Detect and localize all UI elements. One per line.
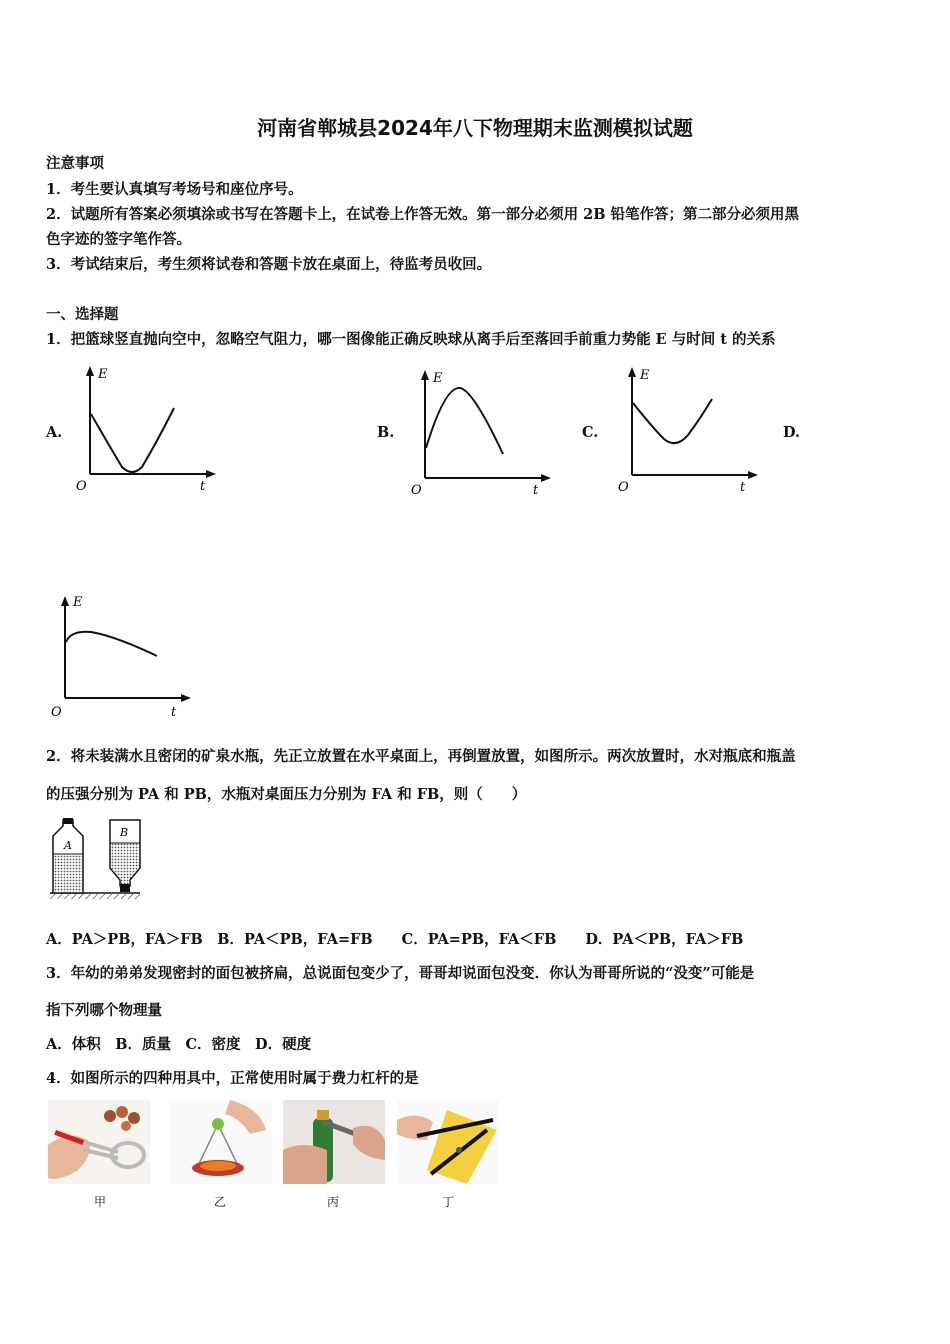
graph-c [612, 363, 772, 498]
bottle-opener-illustration [283, 1100, 385, 1184]
photo-nutcracker [48, 1100, 150, 1184]
question-3-options: A．体积 B．质量 C．密度 D．硬度 [46, 1036, 312, 1053]
notice-item-2a: 2．试题所有答案必须填涂或书写在答题卡上，在试卷上作答无效。第一部分必须用 2B 铅笔作答；第二部分必须用黑 [46, 206, 800, 223]
graph-b-y-label: E [433, 371, 443, 386]
graph-c-x-label: t [740, 480, 746, 495]
graph-b-x-label: t [533, 483, 539, 498]
notice-item-2b: 色字迹的签字笔作答。 [46, 231, 191, 248]
photo-bottle-opener [283, 1100, 385, 1184]
graph-a-x-label: t [200, 479, 206, 494]
tongs-illustration [170, 1100, 272, 1184]
option-c-label: C. [582, 424, 599, 441]
graph-d-x-label: t [171, 705, 177, 720]
caption-jia: 甲 [93, 1195, 106, 1209]
caption-bing: 丙 [326, 1195, 339, 1209]
graph-c-origin: O [618, 480, 629, 495]
graph-d-y-label: E [73, 595, 83, 610]
bottle-b-label: B [120, 826, 129, 839]
graph-b-origin: O [411, 483, 422, 498]
question-3-line-1: 3．年幼的弟弟发现密封的面包被挤扁，总说面包变少了，哥哥却说面包没变．你认为哥哥所说的“没变”可能是 [46, 965, 755, 982]
caption-ding: 丁 [441, 1195, 454, 1209]
bottle-a-label: A [64, 839, 72, 852]
graph-a-origin: O [76, 479, 87, 494]
scissors-illustration [397, 1100, 499, 1184]
notice-item-3: 3．考试结束后，考生须将试卷和答题卡放在桌面上，待监考员收回。 [46, 256, 492, 273]
question-4-text: 4．如图所示的四种用具中，正常使用时属于费力杠杆的是 [46, 1070, 419, 1087]
bottles-figure [48, 816, 148, 900]
question-2-line-1: 2．将未装满水且密闭的矿泉水瓶，先正立放置在水平桌面上，再倒置放置，如图所示。两次放置时，水对瓶底和瓶盖 [46, 748, 796, 765]
option-a-label: A. [46, 424, 63, 441]
question-3-line-2: 指下列哪个物理量 [46, 1002, 162, 1019]
section-heading: 一、选择题 [46, 306, 119, 323]
photo-tongs [170, 1100, 272, 1184]
nutcracker-illustration [48, 1100, 150, 1184]
graph-c-y-label: E [640, 368, 650, 383]
graph-d [45, 590, 205, 725]
graph-a [70, 362, 230, 497]
photo-scissors [397, 1100, 499, 1184]
graph-b [405, 366, 565, 501]
option-d-label: D. [783, 424, 801, 441]
caption-yi: 乙 [213, 1195, 226, 1209]
graph-a-y-label: E [98, 367, 108, 382]
notice-heading: 注意事项 [46, 155, 104, 172]
question-2-options: A．PA＞PB，FA＞FB B．PA＜PB，FA=FB C．PA=PB，FA＜FB D．PA＜PB，FA＞FB [46, 931, 744, 948]
question-2-line-2: 的压强分别为 PA 和 PB，水瓶对桌面压力分别为 FA 和 FB，则（ ） [46, 786, 527, 803]
graph-d-origin: O [51, 705, 62, 720]
option-b-label: B. [377, 424, 395, 441]
question-1-text: 1．把篮球竖直抛向空中，忽略空气阻力，哪一图像能正确反映球从离手后至落回手前重力势能 E 与时间 t 的关系 [46, 331, 776, 348]
notice-item-1: 1．考生要认真填写考场号和座位序号。 [46, 181, 303, 198]
page-title: 河南省郸城县2024年八下物理期末监测模拟试题 [257, 116, 693, 140]
